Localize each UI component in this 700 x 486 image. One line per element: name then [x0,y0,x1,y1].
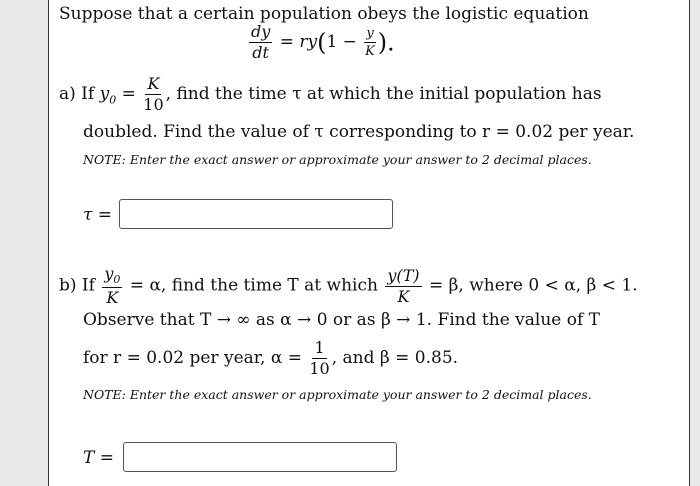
part-a-fraction [143,76,163,113]
part-b-alpha-fraction [309,340,329,377]
part-b-y0-num: y [104,264,114,283]
problem-card [48,0,690,486]
part-a-answer-input[interactable] [119,199,393,229]
part-b-text3a: for r = 0.02 per year, α = [83,348,302,368]
part-a-note: NOTE: Enter the exact answer or approximate your answer to 2 decimal places. [83,152,592,167]
part-b-y0-sub: 0 [113,273,121,287]
eq-lhs-num: dy [251,22,271,41]
part-b-label: b) If [59,275,95,296]
part-b-alpha-num: 1 [314,338,325,357]
part-b-yT-den: K [397,286,410,306]
eq-frac-num: y [366,26,374,41]
part-b-answer-label: T = [83,448,114,468]
part-a-frac-den: 10 [143,95,164,114]
part-a-line2: doubled. Find the value of τ corresponding to r = 0.02 per year. [83,122,635,142]
part-b-alpha-den: 10 [309,359,330,378]
part-b-line2: Observe that T → ∞ as α → 0 or as β → 1. Find the value of T [83,310,601,330]
part-b-y0-den: K [106,288,119,308]
eq-frac-den: K [365,44,375,59]
part-a-label: a) If [59,84,95,104]
y-over-k-fraction [364,27,375,58]
part-a-eq: = [121,84,136,104]
eq-open-paren: ( [317,28,327,57]
part-b-text3b: , and β = 0.85. [331,348,459,368]
dy-dt-fraction [249,24,272,61]
part-a-y0: y [99,84,110,104]
part-a-answer-label: τ = [83,205,113,225]
part-a-y0-sub: 0 [109,93,117,107]
part-b-y0-fraction [102,266,122,306]
part-b-note: NOTE: Enter the exact answer or approximate your answer to 2 decimal places. [83,387,592,402]
part-b-eq-beta: = β, where 0 < α, β < 1. [428,275,638,296]
logistic-equation [247,24,395,61]
part-b-line3 [83,340,458,377]
part-a-comma: , [165,84,172,104]
intro-text: Suppose that a certain population obeys the logistic equation [59,4,589,24]
part-b-yT-fraction [385,265,421,306]
part-a-line1 [59,76,602,113]
part-b-eq-alpha: = α, find the time T at which [129,275,378,296]
eq-rhs: = ry [279,32,318,52]
part-a-frac-num: K [147,74,160,93]
part-b-line1 [59,266,638,306]
eq-one-minus: 1 − [326,32,357,52]
part-b-answer-input[interactable] [123,442,397,472]
eq-lhs-den: dt [252,43,269,62]
part-b-yT-num: y(T) [387,265,420,285]
eq-close-paren: ). [377,28,395,57]
part-a-text1: find the time τ at which the initial population has [176,84,602,104]
